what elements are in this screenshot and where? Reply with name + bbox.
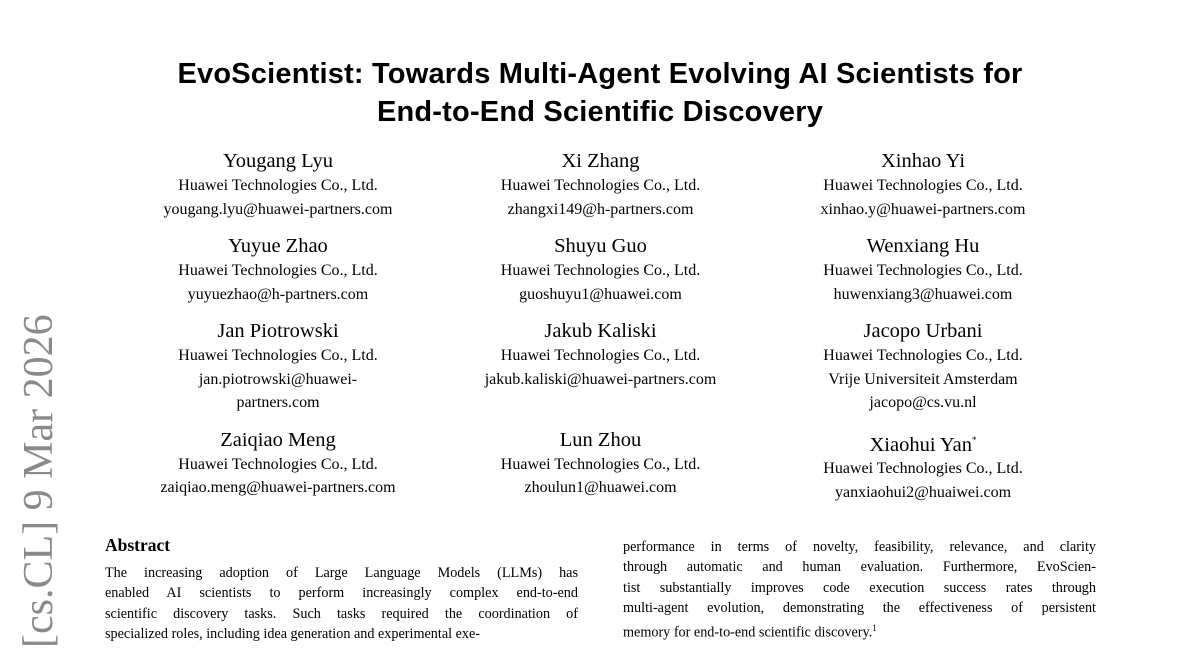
author-block bbox=[118, 148, 438, 221]
author-affiliation: Huawei Technologies Co., Ltd. bbox=[823, 347, 1023, 364]
author-name bbox=[763, 148, 1083, 174]
author-affiliation: Vrije Universiteit Amsterdam bbox=[828, 370, 1018, 388]
author-name bbox=[118, 318, 438, 344]
author-name bbox=[118, 148, 438, 174]
author-affiliation: Huawei Technologies Co., Ltd. bbox=[500, 455, 701, 473]
author-name-text: Wenxiang Hu bbox=[866, 235, 980, 257]
author-email[interactable]: zhangxi149@h-partners.com bbox=[507, 200, 694, 218]
author-block bbox=[763, 427, 1083, 505]
author-email[interactable]: jan.piotrowski@huawei- bbox=[198, 370, 358, 388]
abstract-line: enabled AI scientists to perform increasingly complex end-to-end bbox=[105, 585, 578, 602]
author-block bbox=[763, 318, 1083, 415]
corresponding-author-mark: * bbox=[972, 434, 977, 445]
title-line-1: EvoScientist: Towards Multi-Agent Evolving AI Scientists for bbox=[177, 58, 1023, 90]
author-name-text: Yougang Lyu bbox=[222, 150, 334, 172]
author-name-text: Jan Piotrowski bbox=[217, 320, 339, 342]
author-email[interactable]: jacopo@cs.vu.nl bbox=[869, 394, 977, 411]
abstract-heading: Abstract bbox=[105, 535, 171, 555]
author-email[interactable]: xinhao.y@huawei-partners.com bbox=[820, 200, 1026, 218]
author-name-text: Jakub Kaliski bbox=[544, 320, 657, 342]
abstract-column-left bbox=[105, 563, 578, 644]
author-name bbox=[763, 233, 1083, 259]
author-email[interactable]: guoshuyu1@huawei.com bbox=[519, 285, 682, 303]
author-block bbox=[763, 148, 1083, 221]
author-block bbox=[118, 427, 438, 505]
author-email: partners.com bbox=[236, 394, 320, 411]
author-email[interactable]: yougang.lyu@huawei-partners.com bbox=[163, 200, 393, 218]
author-block bbox=[438, 148, 763, 221]
paper-title bbox=[0, 55, 1200, 131]
author-email[interactable]: yanxiaohui2@huaiwei.com bbox=[834, 483, 1012, 501]
author-affiliation: Huawei Technologies Co., Ltd. bbox=[178, 177, 378, 194]
abstract-line: tist substantially improves code execution success rates through bbox=[623, 579, 1096, 596]
author-name-text: Shuyu Guo bbox=[554, 235, 647, 257]
author-block bbox=[118, 233, 438, 306]
author-name-text: Zaiqiao Meng bbox=[220, 428, 336, 451]
author-name-text: Xinhao Yi bbox=[880, 150, 966, 172]
author-block bbox=[438, 233, 763, 306]
author-name bbox=[438, 148, 763, 174]
title-line-2: End-to-End Scientific Discovery bbox=[376, 96, 824, 128]
author-name-text: Xi Zhang bbox=[561, 150, 640, 172]
author-email[interactable]: zaiqiao.meng@huawei-partners.com bbox=[160, 479, 396, 496]
abstract-line: The increasing adoption of Large Language Models (LLMs) has bbox=[105, 565, 578, 581]
author-email[interactable]: zhoulun1@huawei.com bbox=[524, 479, 677, 496]
author-name-text: Jacopo Urbani bbox=[863, 320, 983, 342]
author-affiliation: Huawei Technologies Co., Ltd. bbox=[500, 177, 701, 194]
abstract-line: multi-agent evolution, demonstrating the effectiveness of persistent bbox=[623, 599, 1096, 616]
author-email[interactable]: jakub.kaliski@huawei-partners.com bbox=[484, 370, 717, 388]
author-block bbox=[118, 318, 438, 415]
author-name bbox=[118, 233, 438, 259]
abstract-column-right bbox=[623, 537, 1096, 643]
author-affiliation: Huawei Technologies Co., Ltd. bbox=[178, 455, 378, 473]
author-name bbox=[118, 427, 438, 453]
author-name bbox=[438, 427, 763, 453]
author-block bbox=[438, 427, 763, 505]
author-affiliation: Huawei Technologies Co., Ltd. bbox=[500, 262, 701, 279]
author-affiliation: Huawei Technologies Co., Ltd. bbox=[823, 177, 1023, 194]
author-affiliation: Huawei Technologies Co., Ltd. bbox=[823, 262, 1023, 279]
abstract-line: performance in terms of novelty, feasibility, relevance, and clarity bbox=[623, 539, 1096, 555]
author-block bbox=[438, 318, 763, 415]
footnote-mark[interactable]: 1 bbox=[872, 623, 877, 634]
author-affiliation: Huawei Technologies Co., Ltd. bbox=[178, 347, 378, 364]
author-name-text: Yuyue Zhao bbox=[228, 235, 328, 257]
author-name bbox=[438, 318, 763, 344]
author-name-text: Lun Zhou bbox=[559, 428, 642, 451]
author-grid bbox=[118, 148, 1083, 516]
author-name bbox=[763, 318, 1083, 344]
author-affiliation: Huawei Technologies Co., Ltd. bbox=[178, 262, 378, 279]
abstract-line: memory for end-to-end scientific discovery.$^1$ bbox=[623, 623, 877, 641]
author-email[interactable]: huwenxiang3@huawei.com bbox=[833, 285, 1013, 303]
author-name-text: Xiaohui Yan bbox=[869, 433, 972, 456]
abstract-line: through automatic and human evaluation. Furthermore, EvoScien- bbox=[623, 559, 1096, 576]
author-name bbox=[763, 427, 1083, 458]
author-block bbox=[763, 233, 1083, 306]
abstract-line: specialized roles, including idea generation and experimental exe- bbox=[105, 625, 481, 642]
arxiv-stamp: [cs.CL] 9 Mar 2026 bbox=[16, 314, 62, 648]
abstract-line: scientific discovery tasks. Such tasks required the coordination of bbox=[105, 605, 578, 622]
author-name bbox=[438, 233, 763, 259]
author-affiliation: Huawei Technologies Co., Ltd. bbox=[823, 460, 1023, 478]
author-affiliation: Huawei Technologies Co., Ltd. bbox=[500, 347, 701, 364]
author-email[interactable]: yuyuezhao@h-partners.com bbox=[187, 285, 369, 303]
